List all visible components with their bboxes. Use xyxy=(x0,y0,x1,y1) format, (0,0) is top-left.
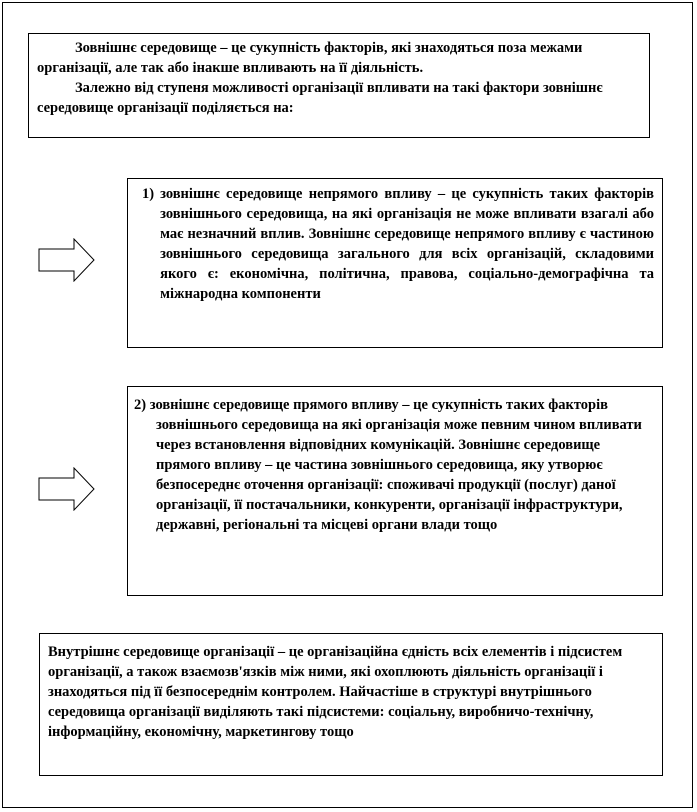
intro-definition: Зовнішнє середовище – це сукупність факторів, які знаходяться поза межами організації, але так або інакше впливають на її діяльність. xyxy=(37,40,583,76)
intro-box xyxy=(28,33,650,138)
right-block-arrow-icon xyxy=(38,467,96,511)
right-block-arrow-icon xyxy=(38,238,96,282)
direct-environment-box xyxy=(127,386,663,596)
indirect-environment-text: зовнішнє середовище непрямого впливу – це сукупність таких факторів зовнішнього середовища, на які організація не може впливати взагалі або має незначний вплив. Зовнішнє середовище непрямого впливу є частиною зовнішнього середовища загального для всіх організацій, складовими якого є: економічна, політична, правова, соціально-демографічна та міжнародна компоненти xyxy=(160,186,654,302)
direct-environment-text: 2) зовнішнє середовище прямого впливу – це сукупність таких факторів зовнішнього середовища на які організація може певним чином впливати через встановлення відповідних комунікацій. Зовнішнє середовище прямого впливу – це частина зовнішнього середовища, яку утворює безпосереднє оточення організації: споживачі продукції (послуг) даної організації, її постачальники, конкуренти, організації інфраструктури, державні, регіональні та місцеві органи влади тощо xyxy=(134,397,642,533)
intro-division: Залежно від ступеня можливості організації впливати на такі фактори зовнішнє середовище організації поділяється на: xyxy=(37,80,603,116)
internal-environment-text: Внутрішнє середовище організації – це організаційна єдність всіх елементів і підсистем організації, а також взаємозв'язків між ними, які охоплюють діяльність організації і знаходяться під її безпосереднім контролем. Найчастіше в структурі внутрішнього середовища організації виділяють такі підсистеми: соціальну, виробничо-технічну, інформаційну, економічну, маркетингову тощо xyxy=(48,644,623,740)
internal-environment-box xyxy=(39,633,663,776)
item-number: 1) xyxy=(142,186,155,202)
indirect-environment-box xyxy=(127,178,663,348)
